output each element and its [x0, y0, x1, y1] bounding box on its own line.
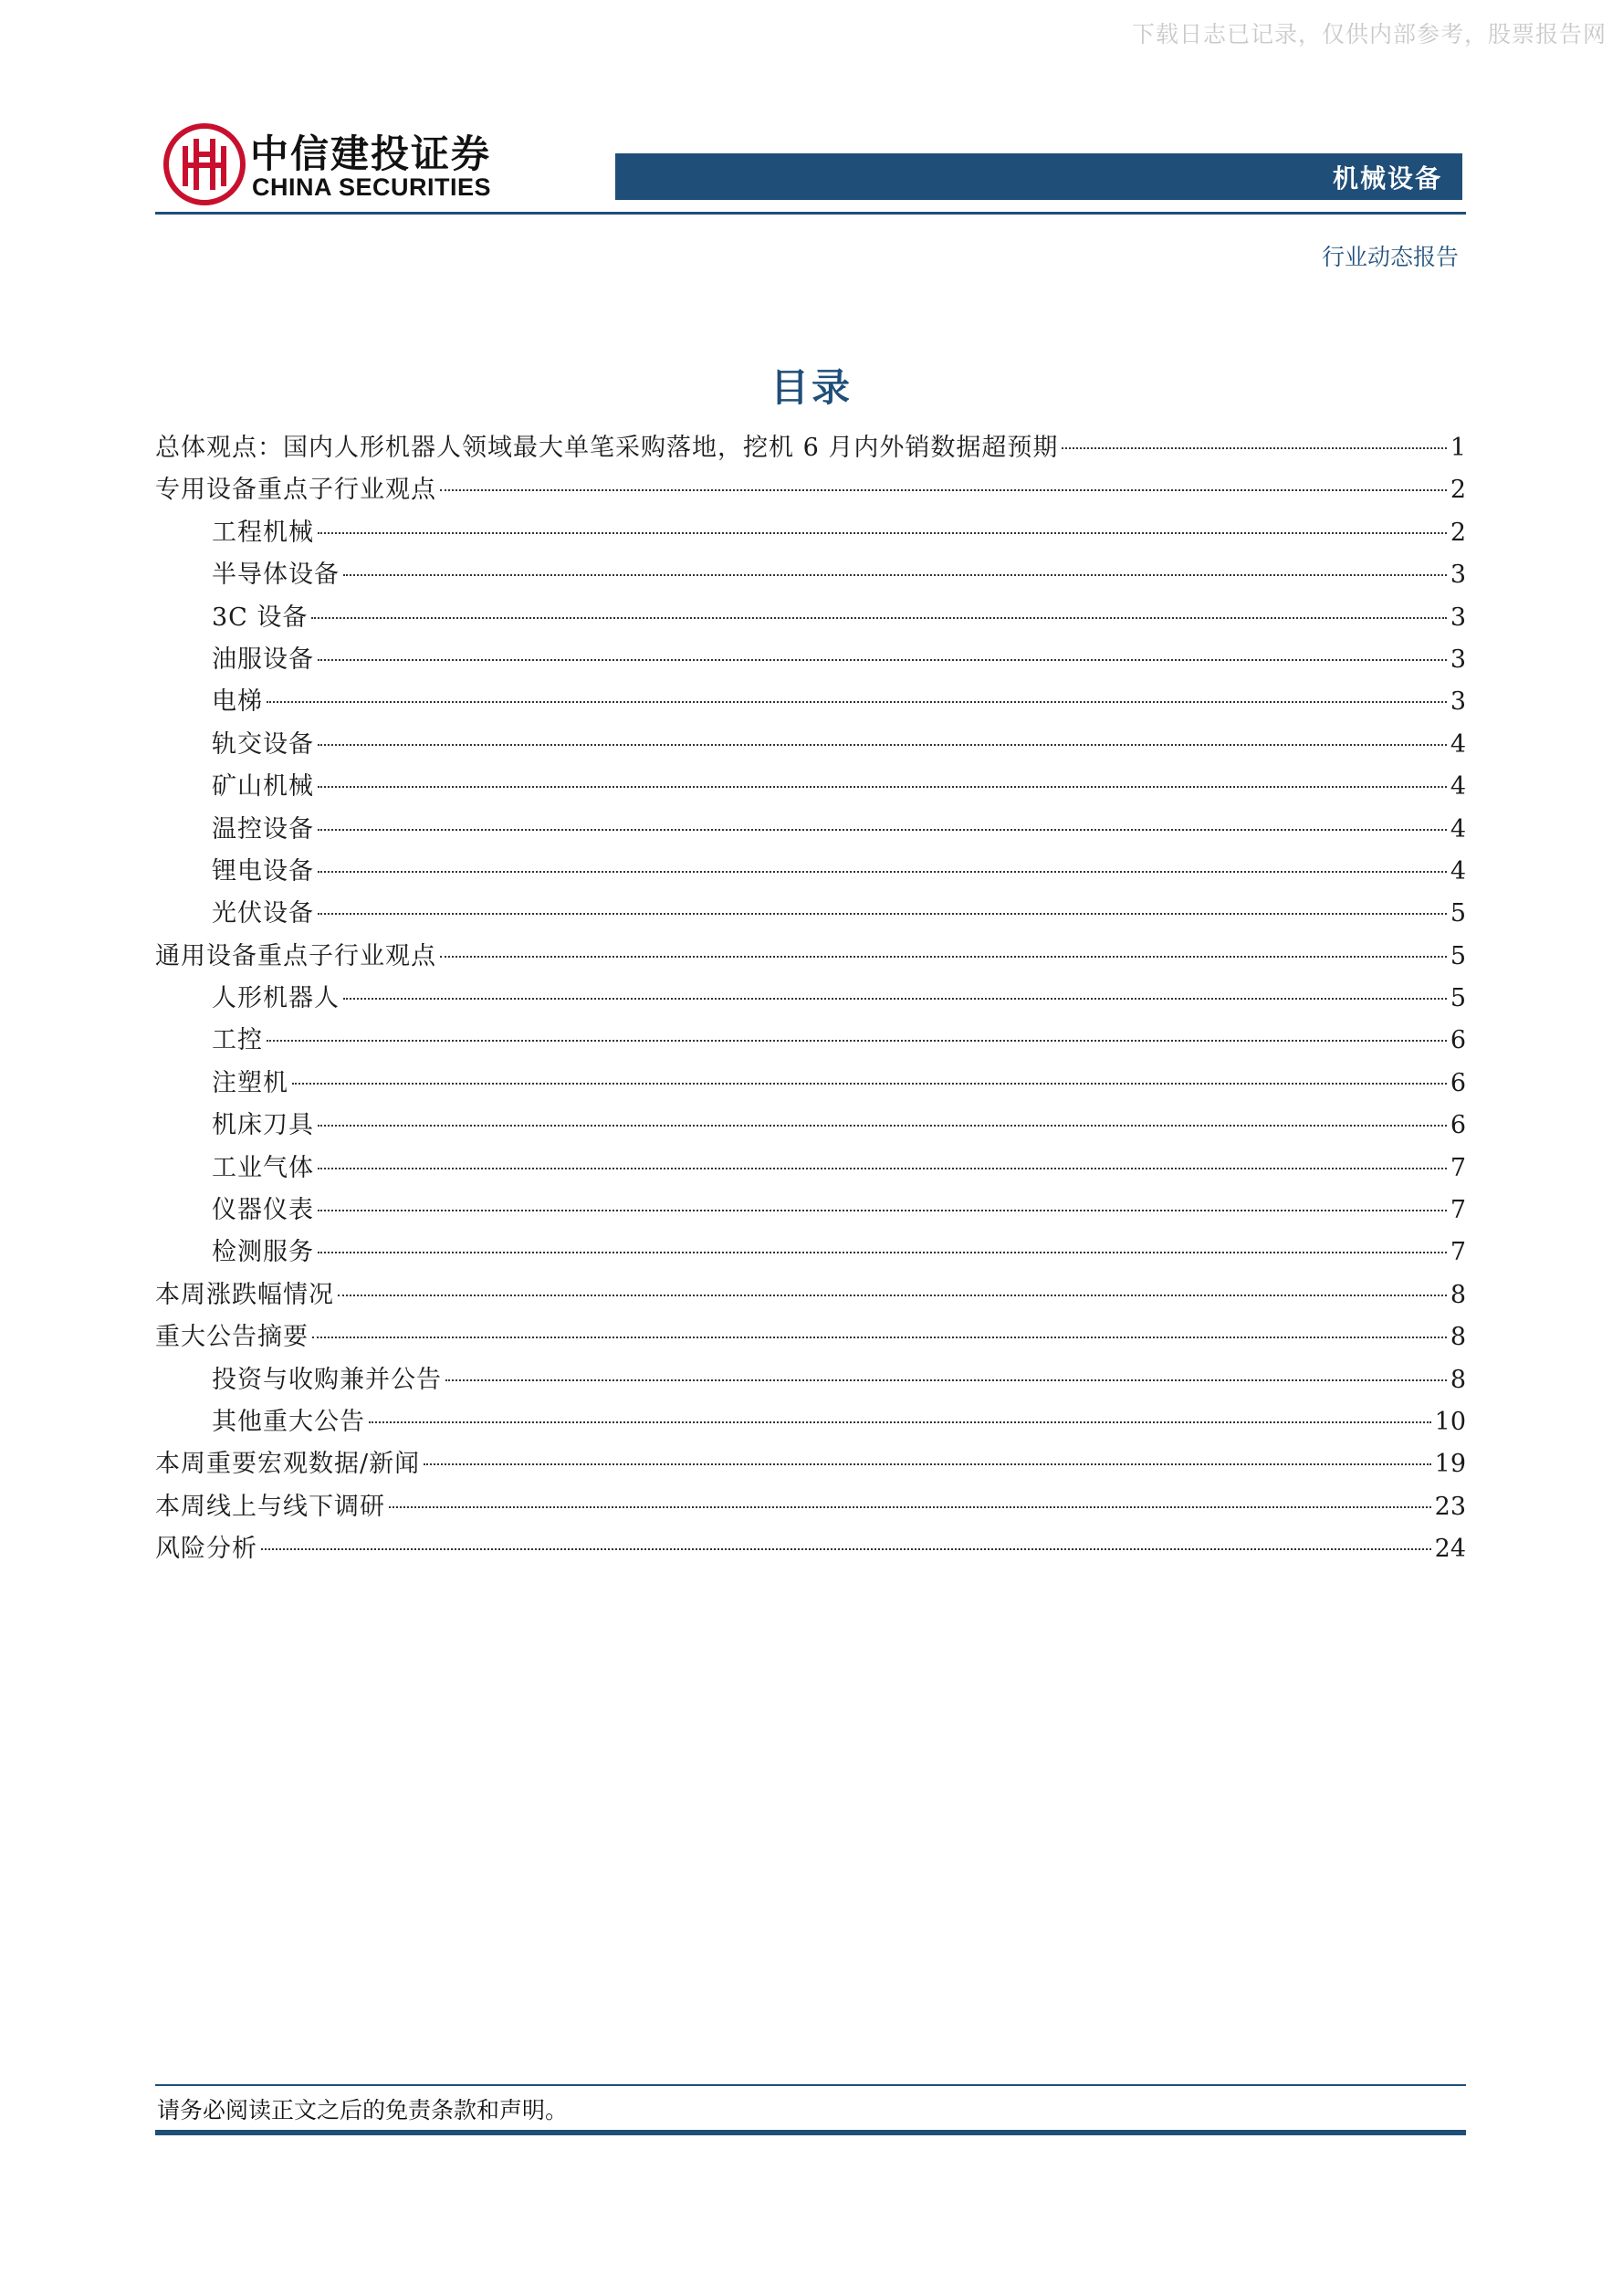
- toc-entry-label[interactable]: 风险分析: [155, 1535, 257, 1564]
- toc-entry[interactable]: [155, 1063, 1466, 1105]
- toc-dot-leader: [1062, 447, 1446, 449]
- toc-entry-page-number[interactable]: 2: [1450, 518, 1466, 547]
- header-divider: [155, 212, 1466, 215]
- toc-entry[interactable]: [155, 893, 1466, 935]
- toc-entry-page-number[interactable]: 7: [1450, 1196, 1466, 1225]
- toc-entry-page-number[interactable]: 19: [1434, 1450, 1466, 1479]
- toc-dot-leader: [318, 1252, 1447, 1253]
- toc-entry-label[interactable]: 注塑机: [212, 1068, 288, 1097]
- toc-dot-leader: [389, 1506, 1431, 1508]
- toc-entry-page-number[interactable]: 4: [1450, 856, 1466, 886]
- toc-entry-page-number[interactable]: 8: [1450, 1323, 1466, 1352]
- toc-entry-label[interactable]: 温控设备: [212, 814, 314, 844]
- toc-entry[interactable]: [155, 597, 1466, 639]
- toc-dot-leader: [267, 1040, 1447, 1042]
- watermark-text: 下载日志已记录，仅供内部参考，股票报告网: [1131, 21, 1607, 47]
- footer-divider-thick: [155, 2130, 1466, 2135]
- toc-entry-label[interactable]: 轨交设备: [212, 729, 314, 759]
- toc-entry-label[interactable]: 其他重大公告: [212, 1407, 365, 1436]
- toc-dot-leader: [318, 913, 1447, 915]
- toc-entry[interactable]: [155, 554, 1466, 596]
- toc-entry-label[interactable]: 仪器仪表: [212, 1196, 314, 1225]
- toc-dot-leader: [424, 1463, 1431, 1465]
- toc-entry-page-number[interactable]: 2: [1450, 476, 1466, 505]
- toc-dot-leader: [318, 1210, 1447, 1211]
- toc-entry-label[interactable]: 工程机械: [212, 518, 314, 547]
- toc-dot-leader: [338, 1295, 1447, 1296]
- toc-entry[interactable]: [155, 1401, 1466, 1443]
- industry-category-banner: [615, 153, 1462, 200]
- toc-entry-label[interactable]: 光伏设备: [212, 899, 314, 928]
- toc-entry-page-number[interactable]: 7: [1450, 1153, 1466, 1182]
- toc-entry-label[interactable]: 总体观点：国内人形机器人领域最大单笔采购落地，挖机 6 月内外销数据超预期: [155, 434, 1059, 462]
- citic-emblem-icon: [162, 122, 246, 206]
- toc-entry-label[interactable]: 矿山机械: [212, 772, 314, 802]
- toc-dot-leader: [292, 1083, 1447, 1085]
- footer-disclaimer: 请务必阅读正文之后的免责条款和声明。: [157, 2097, 569, 2123]
- toc-entry-page-number[interactable]: 7: [1450, 1238, 1466, 1267]
- toc-entry[interactable]: [155, 851, 1466, 893]
- toc-entry-page-number[interactable]: 24: [1434, 1535, 1466, 1564]
- toc-entry-label[interactable]: 本周重要宏观数据/新闻: [155, 1450, 421, 1479]
- toc-dot-leader: [318, 1168, 1447, 1169]
- toc-entry-page-number[interactable]: 4: [1450, 814, 1466, 844]
- toc-entry[interactable]: [155, 1105, 1466, 1147]
- toc-entry[interactable]: [155, 1020, 1466, 1062]
- toc-entry-label[interactable]: 工控: [212, 1026, 263, 1055]
- toc-entry-label[interactable]: 检测服务: [212, 1238, 314, 1267]
- footer-divider-thin: [155, 2084, 1466, 2086]
- toc-dot-leader: [318, 1125, 1447, 1127]
- toc-entry[interactable]: [155, 512, 1466, 554]
- toc-title: 目录: [770, 365, 853, 410]
- toc-entry-page-number[interactable]: 8: [1450, 1365, 1466, 1394]
- toc-entry-page-number[interactable]: 4: [1450, 772, 1466, 802]
- toc-entry[interactable]: [155, 1528, 1466, 1570]
- toc-entry-label[interactable]: 本周线上与线下调研: [155, 1492, 385, 1521]
- toc-entry-label[interactable]: 投资与收购兼并公告: [212, 1365, 442, 1394]
- toc-entry[interactable]: [155, 724, 1466, 766]
- table-of-contents: [155, 427, 1466, 1571]
- toc-entry-page-number[interactable]: 3: [1450, 561, 1466, 590]
- industry-category-label: 机械设备: [1332, 163, 1442, 194]
- toc-entry[interactable]: [155, 427, 1466, 469]
- toc-dot-leader: [343, 574, 1447, 576]
- toc-entry[interactable]: [155, 1274, 1466, 1316]
- toc-entry[interactable]: [155, 1316, 1466, 1358]
- toc-dot-leader: [369, 1421, 1431, 1423]
- toc-entry-label[interactable]: 重大公告摘要: [155, 1323, 309, 1352]
- toc-dot-leader: [445, 1379, 1447, 1381]
- toc-entry-page-number[interactable]: 3: [1450, 603, 1466, 632]
- toc-entry-page-number[interactable]: 5: [1450, 984, 1466, 1013]
- toc-entry-page-number[interactable]: 3: [1450, 687, 1466, 717]
- toc-dot-leader: [318, 871, 1447, 873]
- toc-entry-label[interactable]: 专用设备重点子行业观点: [155, 476, 436, 505]
- toc-dot-leader: [318, 659, 1447, 661]
- toc-entry[interactable]: [155, 1486, 1466, 1528]
- toc-entry-page-number[interactable]: 23: [1434, 1492, 1466, 1521]
- toc-entry-page-number[interactable]: 5: [1450, 941, 1466, 970]
- toc-entry[interactable]: [155, 1443, 1466, 1485]
- toc-entry-label[interactable]: 人形机器人: [212, 984, 340, 1013]
- toc-entry[interactable]: [155, 1232, 1466, 1274]
- toc-entry[interactable]: [155, 1190, 1466, 1232]
- toc-entry-page-number[interactable]: 6: [1450, 1068, 1466, 1097]
- toc-dot-leader: [440, 956, 1447, 958]
- toc-entry-page-number[interactable]: 1: [1450, 434, 1466, 462]
- toc-entry[interactable]: [155, 978, 1466, 1020]
- toc-dot-leader: [318, 829, 1447, 831]
- toc-entry[interactable]: [155, 1359, 1466, 1401]
- toc-entry-label[interactable]: 机床刀具: [212, 1111, 314, 1140]
- toc-entry-page-number[interactable]: 4: [1450, 729, 1466, 759]
- toc-dot-leader: [261, 1548, 1431, 1550]
- toc-dot-leader: [440, 489, 1447, 491]
- toc-entry[interactable]: [155, 639, 1466, 681]
- logo-english-name: CHINA SECURITIES: [252, 173, 492, 201]
- toc-dot-leader: [318, 786, 1447, 788]
- toc-entry-label[interactable]: 油服设备: [212, 645, 314, 674]
- company-logo: [162, 122, 546, 206]
- toc-entry-label[interactable]: 电梯: [212, 687, 263, 717]
- toc-dot-leader: [318, 532, 1447, 534]
- toc-entry-page-number[interactable]: 3: [1450, 645, 1466, 674]
- toc-entry[interactable]: [155, 469, 1466, 511]
- toc-entry-page-number[interactable]: 10: [1434, 1407, 1466, 1436]
- toc-entry[interactable]: [155, 809, 1466, 851]
- logo-chinese-name: 中信建投证券: [250, 131, 492, 176]
- toc-entry[interactable]: [155, 1148, 1466, 1190]
- toc-dot-leader: [311, 617, 1446, 619]
- toc-entry[interactable]: [155, 766, 1466, 808]
- toc-entry-page-number[interactable]: 8: [1450, 1280, 1466, 1309]
- toc-entry-label[interactable]: 半导体设备: [212, 561, 340, 590]
- report-type-label: 行业动态报告: [1321, 244, 1459, 270]
- toc-entry-page-number[interactable]: 6: [1450, 1111, 1466, 1140]
- toc-entry-page-number[interactable]: 6: [1450, 1026, 1466, 1055]
- toc-entry-label[interactable]: 通用设备重点子行业观点: [155, 941, 436, 970]
- toc-entry-label[interactable]: 锂电设备: [212, 856, 314, 886]
- toc-entry-page-number[interactable]: 5: [1450, 899, 1466, 928]
- toc-entry-label[interactable]: 本周涨跌幅情况: [155, 1280, 334, 1309]
- toc-entry[interactable]: [155, 681, 1466, 723]
- toc-dot-leader: [343, 998, 1447, 1000]
- toc-dot-leader: [267, 701, 1447, 703]
- toc-entry[interactable]: [155, 936, 1466, 978]
- toc-dot-leader: [318, 744, 1447, 746]
- toc-entry-label[interactable]: 工业气体: [212, 1153, 314, 1182]
- toc-dot-leader: [312, 1337, 1447, 1338]
- toc-entry-label[interactable]: 3C 设备: [212, 603, 309, 632]
